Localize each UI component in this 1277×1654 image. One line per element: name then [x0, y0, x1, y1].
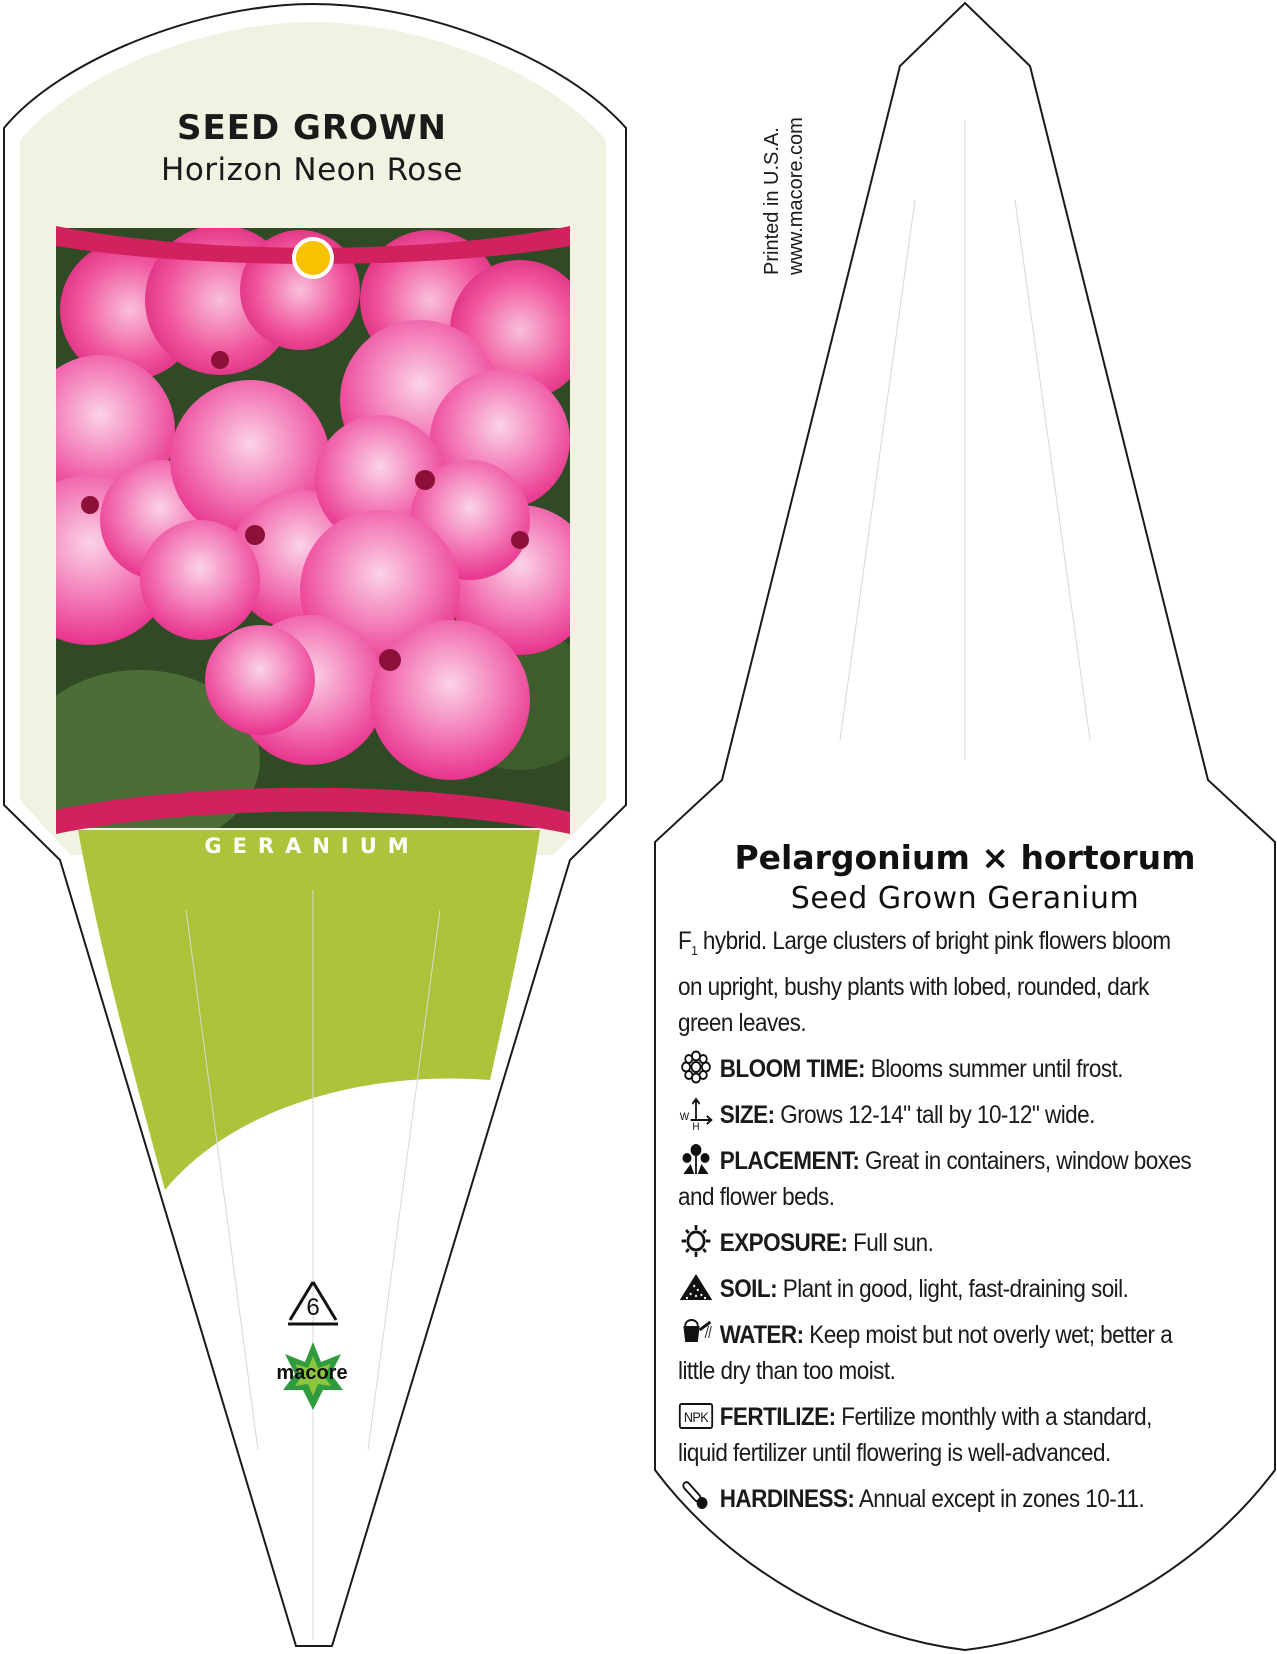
printer-info — [760, 0, 808, 275]
front-tag — [4, 4, 626, 1646]
soil-icon — [678, 1270, 714, 1304]
detail-hardiness: HARDINESS: Annual except in zones 10-11. — [678, 1480, 1200, 1517]
common-name-label: GERANIUM — [204, 834, 420, 858]
detail-size: W H SIZE: Grows 12-14" tall by 10-12" wide. — [678, 1096, 1200, 1133]
printed-in-text: Printed in U.S.A. — [761, 127, 783, 275]
brand-name: macore — [276, 1362, 348, 1384]
detail-placement: PLACEMENT: Great in containers, window boxes and flower beds. — [678, 1142, 1200, 1215]
common-name-subheading: Seed Grown Geranium — [790, 881, 1140, 916]
plants-icon — [678, 1142, 714, 1176]
care-info — [678, 923, 1200, 1526]
website-text: www.macore.com — [785, 117, 807, 275]
detail-water: WATER: Keep moist but not overly wet; better a little dry than too moist. — [678, 1316, 1200, 1389]
flower-icon — [678, 1050, 714, 1084]
svg-text:NPK: NPK — [683, 1409, 709, 1426]
sun-icon — [678, 1224, 714, 1258]
botanical-name: Pelargonium × hortorum — [734, 838, 1196, 877]
thermometer-icon — [678, 1480, 714, 1514]
detail-soil: SOIL: Plant in good, light, fast-draining soil. — [678, 1270, 1200, 1307]
watering-can-icon — [678, 1316, 714, 1350]
variety-name: Horizon Neon Rose — [161, 152, 463, 188]
yellow-dot — [294, 239, 332, 277]
svg-text:W: W — [679, 1111, 689, 1124]
size-arrows-icon — [678, 1096, 714, 1130]
detail-fertilize: NPK FERTILIZE: Fertilize monthly with a standard, liquid fertilizer until flowering is well-advanced. — [678, 1398, 1200, 1471]
svg-text:H: H — [692, 1121, 700, 1130]
recycle-code: 6 — [306, 1294, 320, 1321]
detail-bloom-time: BLOOM TIME: Blooms summer until frost. — [678, 1050, 1200, 1087]
detail-exposure: EXPOSURE: Full sun. — [678, 1224, 1200, 1261]
npk-icon — [678, 1398, 714, 1432]
description: $F_1$ hybrid. Large clusters of bright pink flowers bloom on upright, bushy plants with lobed, rounded, dark green leaves. — [678, 927, 1171, 1037]
tag-title: SEED GROWN — [177, 108, 447, 148]
flower-photo — [5, 225, 600, 850]
